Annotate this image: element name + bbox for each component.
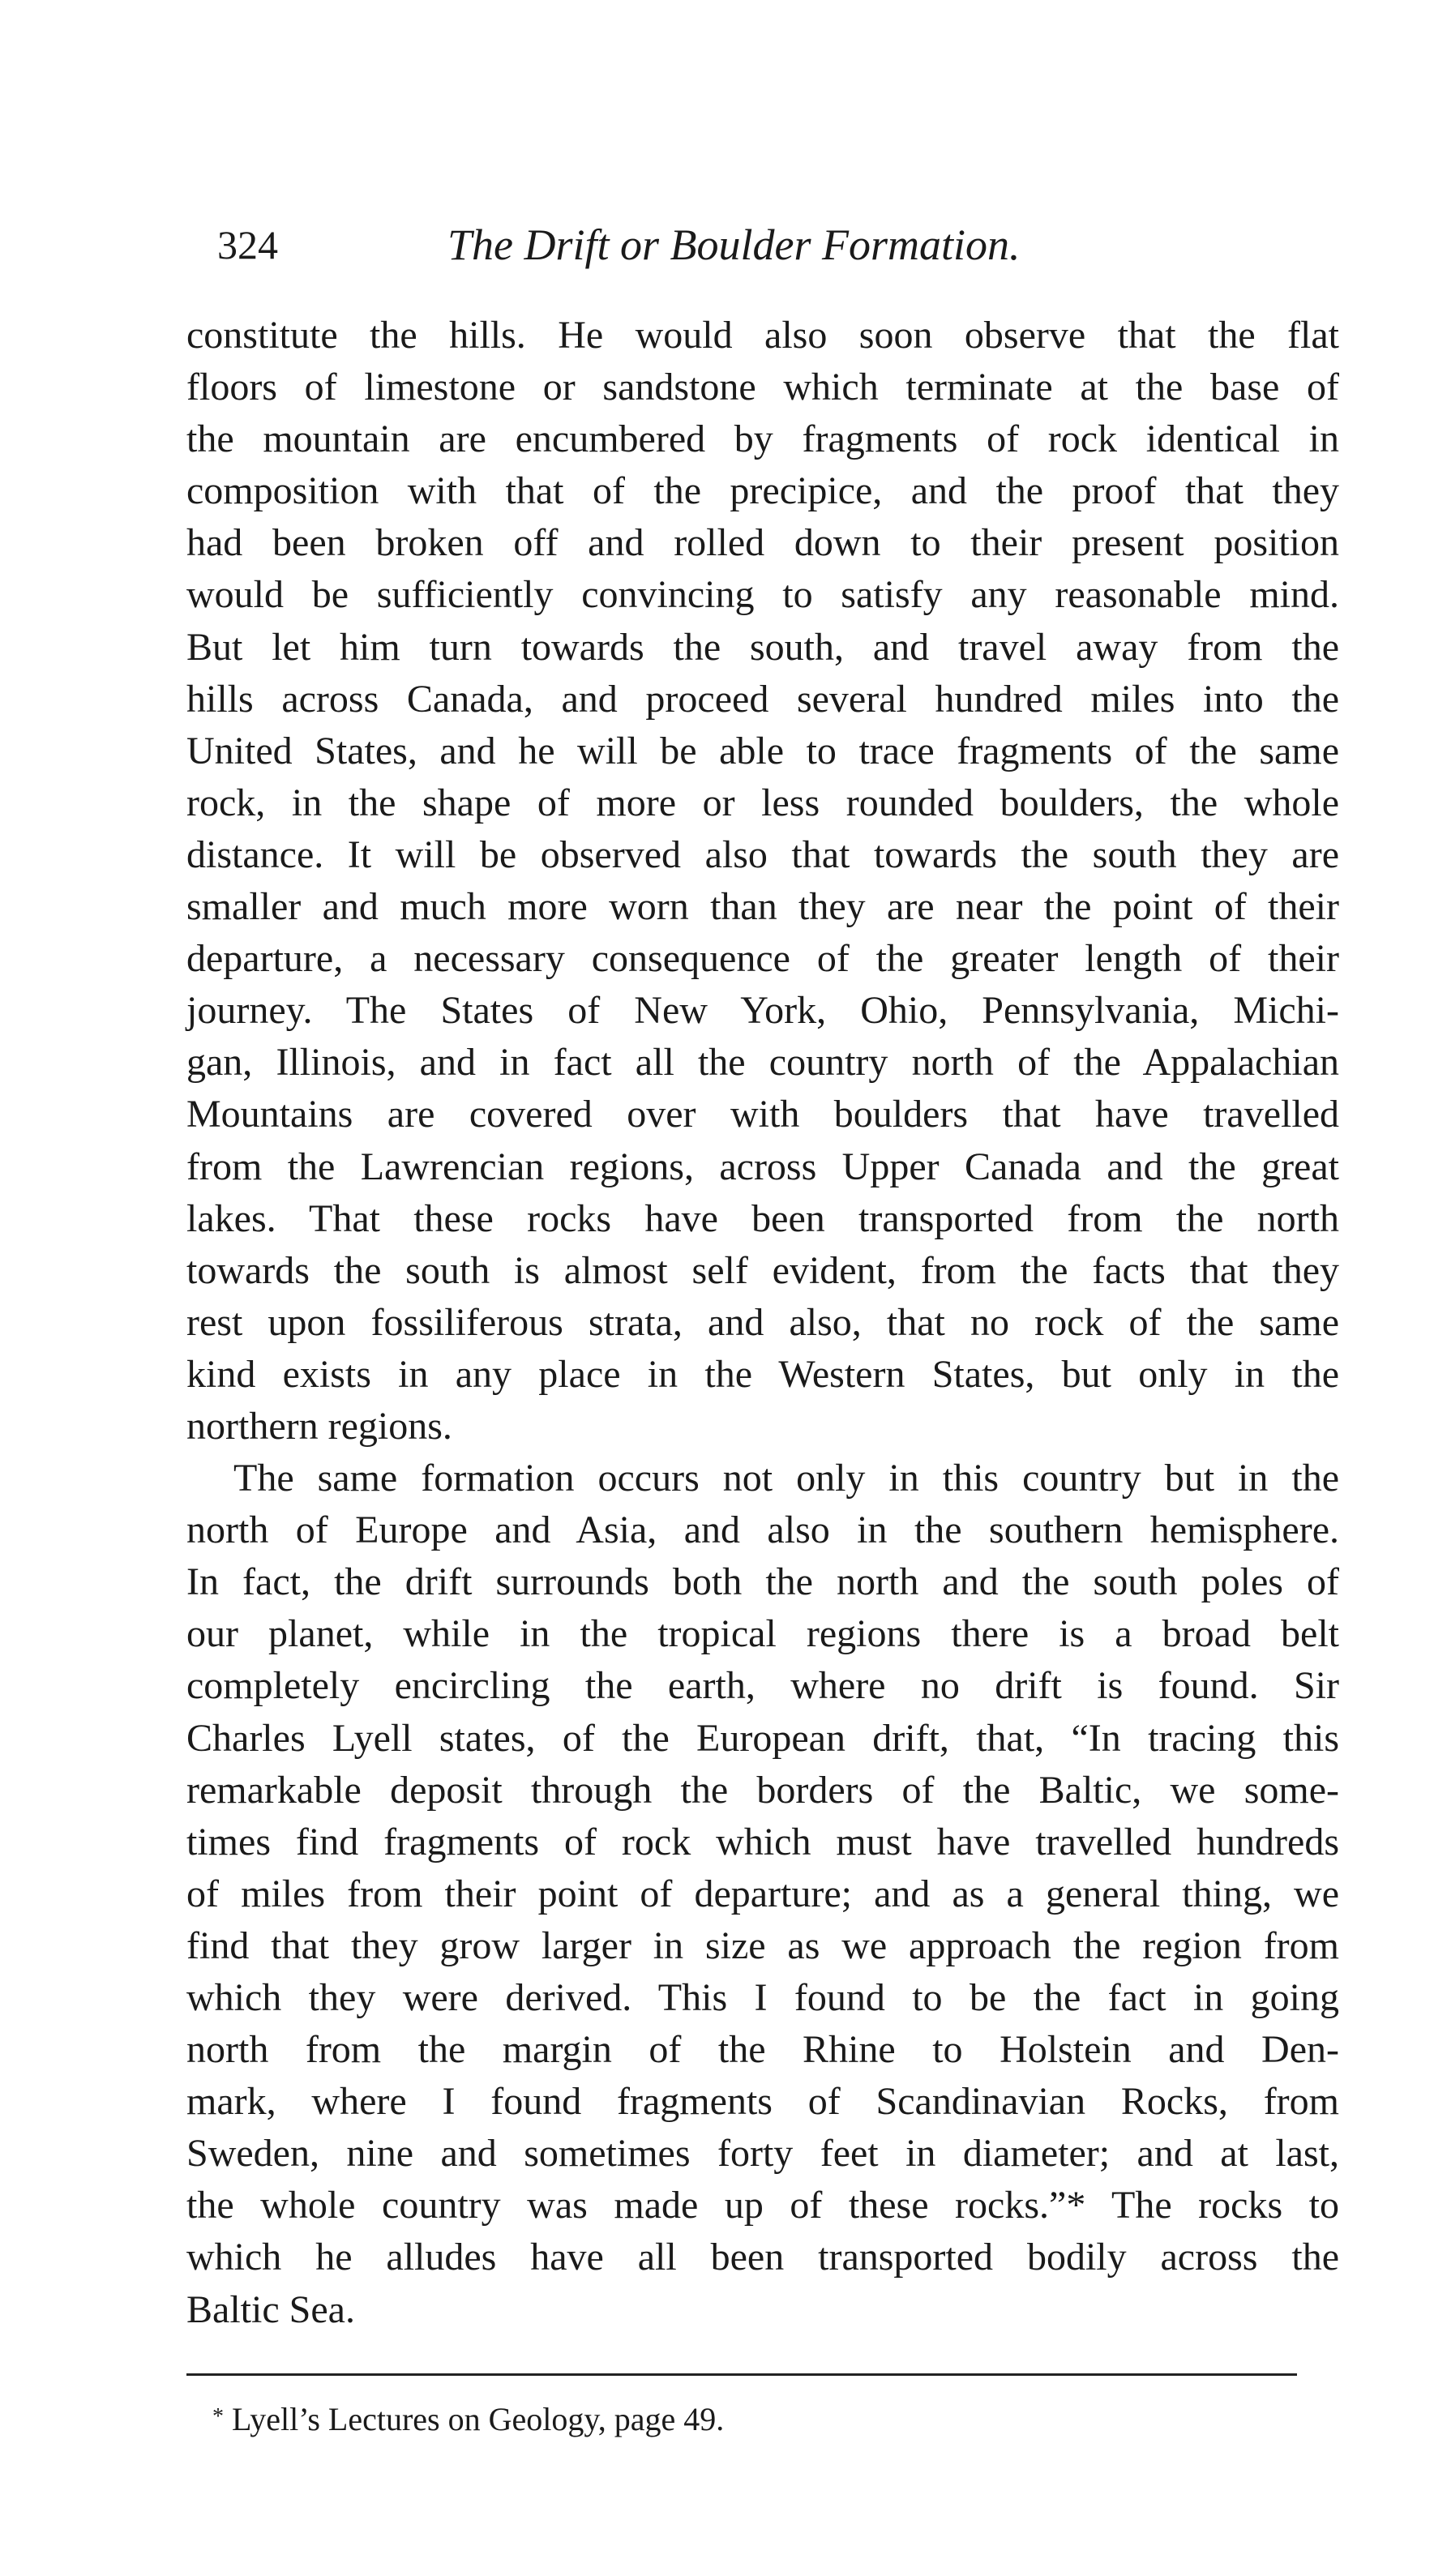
paragraph-2 xyxy=(186,1453,1339,2336)
text-line: find that they grow larger in size as we approach the region from xyxy=(186,1923,1339,1967)
footnote-text: Lyell’s Lectures on Geology, page 49. xyxy=(232,2401,725,2437)
text-line: the whole country was made up of these rocks.”* The rocks to xyxy=(186,2184,1339,2227)
text-line: completely encircling the earth, where no drift is found. Sir xyxy=(186,1664,1339,1708)
text-line: kind exists in any place in the Western States, but only in the xyxy=(186,1352,1339,1396)
text-line: departure, a necessary consequence of the greater length of their xyxy=(186,937,1339,981)
text-line: had been broken off and rolled down to their present position xyxy=(186,521,1339,565)
text-line: In fact, the drift surrounds both the north and the south poles of xyxy=(186,1560,1339,1604)
text-line: times find fragments of rock which must have travelled hundreds xyxy=(186,1820,1339,1864)
text-line: Sweden, nine and sometimes forty feet in diameter; and at last, xyxy=(186,2132,1339,2176)
paragraph-1 xyxy=(186,310,1339,1453)
body-text xyxy=(186,310,1339,2336)
text-line: distance. It will be observed also that towards the south they are xyxy=(186,832,1339,876)
text-line: of miles from their point of departure; and as a general thing, we xyxy=(186,1872,1339,1915)
footnote-mark: * xyxy=(212,2404,224,2429)
text-line: rock, in the shape of more or less rounded boulders, the whole xyxy=(186,781,1339,824)
text-line: towards the south is almost self evident, from the facts that they xyxy=(186,1248,1339,1292)
text-line: would be sufficiently convincing to satisfy any reasonable mind. xyxy=(186,573,1339,617)
text-line: from the Lawrencian regions, across Upper Canada and the great xyxy=(186,1145,1339,1188)
text-line: United States, and he will be able to trace fragments of the same xyxy=(186,729,1339,772)
text-line: lakes. That these rocks have been transported from the north xyxy=(186,1196,1339,1240)
text-line: Charles Lyell states, of the European drift, that, “In tracing this xyxy=(186,1716,1339,1760)
footnote-divider xyxy=(186,2373,1297,2376)
text-line: Mountains are covered over with boulders that have travelled xyxy=(186,1093,1339,1136)
text-line: journey. The States of New York, Ohio, Pennsylvania, Michi- xyxy=(186,989,1339,1033)
text-line: floors of limestone or sandstone which terminate at the base of xyxy=(186,366,1339,409)
text-line: remarkable deposit through the borders of the Baltic, we some- xyxy=(186,1768,1339,1812)
page-header xyxy=(217,212,1336,277)
page-number: 324 xyxy=(217,222,278,267)
text-line: hills across Canada, and proceed several hundred miles into the xyxy=(186,677,1339,721)
text-line: Baltic Sea. xyxy=(186,2287,355,2331)
text-line: north of Europe and Asia, and also in the southern hemisphere. xyxy=(186,1508,1339,1552)
text-line: which he alludes have all been transported bodily across the xyxy=(186,2236,1339,2279)
text-line: our planet, while in the tropical regions there is a broad belt xyxy=(186,1612,1339,1656)
text-line: mark, where I found fragments of Scandinavian Rocks, from xyxy=(186,2080,1339,2124)
running-title: The Drift or Boulder Formation. xyxy=(447,220,1021,269)
text-line: smaller and much more worn than they are near the point of their xyxy=(186,885,1339,929)
text-line: constitute the hills. He would also soon observe that the flat xyxy=(186,314,1339,357)
text-line: northern regions. xyxy=(186,1404,452,1448)
text-line: the mountain are encumbered by fragments of rock identical in xyxy=(186,417,1339,461)
footnote xyxy=(212,2393,724,2444)
text-line: which they were derived. This I found to be the fact in going xyxy=(186,1976,1339,2019)
text-line: gan, Illinois, and in fact all the country north of the Appalachian xyxy=(186,1041,1339,1085)
text-line: north from the margin of the Rhine to Holstein and Den- xyxy=(186,2028,1339,2072)
text-line: But let him turn towards the south, and travel away from the xyxy=(186,625,1339,669)
text-line: composition with that of the precipice, and the proof that they xyxy=(186,469,1339,513)
text-line: The same formation occurs not only in this country but in the xyxy=(233,1457,1339,1500)
text-line: rest upon fossiliferous strata, and also, that no rock of the same xyxy=(186,1300,1339,1344)
